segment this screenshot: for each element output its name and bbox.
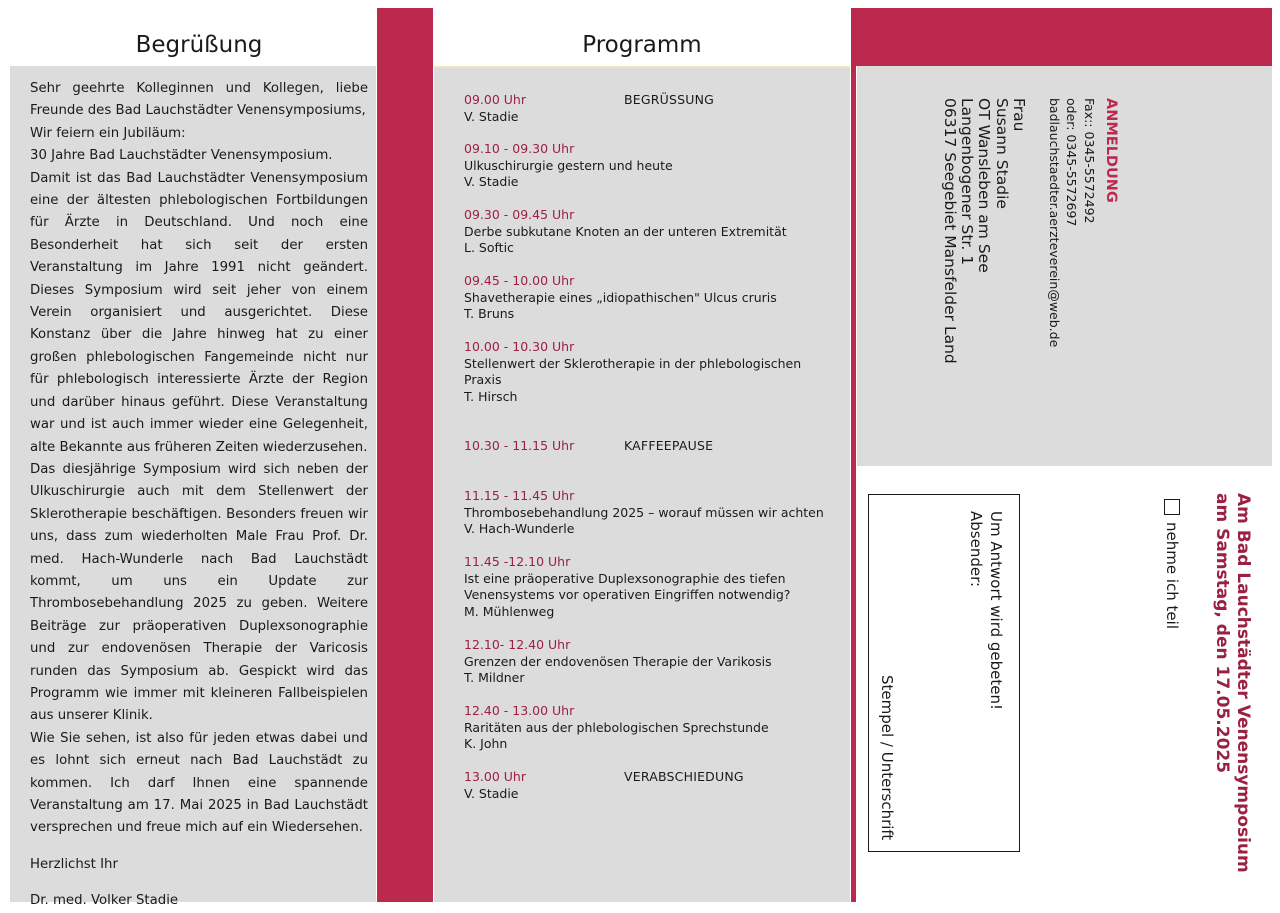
- address-line: Frau: [1010, 98, 1028, 132]
- program-item: [464, 488, 844, 538]
- program-time: 09.00 Uhr: [464, 92, 526, 107]
- program-line: V. Hach-Wunderle: [464, 521, 575, 536]
- program-tag: BEGRÜSSUNG: [624, 92, 715, 107]
- sender-box[interactable]: [868, 494, 1020, 852]
- address-line: Langenbogener Str. 1: [958, 98, 977, 266]
- program-time: 13.00 Uhr: [464, 769, 526, 784]
- program-item: [464, 637, 844, 687]
- program-tag: KAFFEEPAUSE: [624, 438, 714, 453]
- welcome-paragraph: Wir feiern ein Jubiläum:: [30, 125, 186, 141]
- checkbox-label: nehme ich teil: [1163, 522, 1181, 629]
- program-line: M. Mühlenweg: [464, 603, 555, 619]
- program-line: Grenzen der endovenösen Therapie der Varikosis: [464, 653, 772, 669]
- welcome-signature: Dr. med. Volker Stadie: [30, 893, 179, 909]
- address-line: 06317 Seegebiet Mansfelder Land: [940, 98, 959, 364]
- program-time: 11.45 -12.10 Uhr: [464, 554, 571, 569]
- program-time: 09.30 - 09.45 Uhr: [464, 207, 575, 222]
- welcome-paragraph: Das diesjährige Symposium wird sich neben der Ulkuschirurgie auch mit dem Stellenwert der Sklerotherapie beschäftigen. Besonders freuen wir uns, dass zum wiederholten Male Frau Prof. Dr. med. Hach-Wunderle nach Bad Lauchstädt kommt, um uns ein Update zur Thrombosebehandlung 2025 zu geben. Weitere Beiträge zur präoperativen Duplexsonographie und zur endovenösen Therapie der Varicosis runden das Symposium ab. Gespickt wird das Programm wie immer mit kleineren Fallbeispielen aus unserer Klinik.: [30, 461, 368, 724]
- program-line: T. Hirsch: [464, 388, 518, 404]
- program-line: Venensystems vor operativen Eingriffen notwendig?: [464, 587, 791, 602]
- email-address[interactable]: badlauchstaedter.aerzteverein@web.de: [1047, 98, 1062, 348]
- program-time: 09.45 - 10.00 Uhr: [464, 273, 575, 288]
- program-item: [464, 92, 844, 125]
- program-line: Raritäten aus der phlebologischen Sprechstunde: [464, 719, 769, 735]
- stamp-text-block: [877, 675, 897, 840]
- sender-label: Absender:: [967, 511, 985, 588]
- program-item: [464, 703, 844, 753]
- program-time: 11.15 - 11.45 Uhr: [464, 488, 575, 503]
- program-heading: Programm: [582, 32, 702, 58]
- program-time: 10.30 - 11.15 Uhr: [464, 438, 575, 453]
- anmeldung-title: ANMELDUNG: [1103, 98, 1119, 203]
- program-line: Ulkuschirurgie gestern und heute: [464, 157, 673, 173]
- program-line: Stellenwert der Sklerotherapie in der phlebologischen: [464, 355, 802, 371]
- checkbox-label-block: [1162, 522, 1182, 629]
- program-item: [464, 141, 844, 191]
- accent-band-right: [851, 8, 856, 902]
- event-title-line: am Samstag, den 17.05.2025: [1212, 493, 1232, 774]
- program-line: Ist eine präoperative Duplexsonographie des tiefen: [464, 570, 786, 586]
- address-line: OT Wansleben am See: [975, 98, 994, 273]
- program-item: [464, 273, 844, 323]
- welcome-paragraph: Wie Sie sehen, ist also für jeden etwas dabei und es lohnt sich erneut nach Bad Lauchstädt zu kommen. Ich darf Ihnen eine spannende Veranstaltung am 17. Mai 2025 in Bad Lauchstädt versprechen und freue mich auf ein Wiedersehen.: [30, 730, 368, 836]
- program-tag: VERABSCHIEDUNG: [624, 769, 744, 784]
- program-line: V. Stadie: [464, 108, 519, 124]
- program-line: T. Bruns: [464, 306, 515, 321]
- program-time: 10.00 - 10.30 Uhr: [464, 339, 575, 354]
- event-title-block: [1211, 493, 1253, 873]
- welcome-panel: [10, 66, 376, 909]
- program-time: 12.40 - 13.00 Uhr: [464, 703, 575, 718]
- program-item: [464, 769, 844, 802]
- program-line: Praxis: [464, 372, 502, 387]
- phone-number: oder: 0345-5572697: [1064, 98, 1080, 227]
- program-item: [464, 207, 844, 257]
- program-panel: [434, 66, 850, 902]
- welcome-text: [30, 78, 368, 913]
- program-item: [464, 554, 844, 620]
- program-time: 12.10- 12.40 Uhr: [464, 637, 571, 652]
- participation-checkbox[interactable]: [1164, 499, 1180, 515]
- contact-block: [1046, 98, 1121, 347]
- event-title-line: Am Bad Lauchstädter Venensymposium: [1233, 493, 1253, 873]
- program-item: [464, 339, 844, 405]
- program-line: V. Stadie: [464, 785, 519, 801]
- program-line: L. Softic: [464, 240, 514, 255]
- program-line: Shavetherapie eines „idiopathischen" Ulcus cruris: [464, 289, 777, 305]
- accent-band-left: [377, 8, 433, 902]
- program-line: T. Mildner: [464, 670, 525, 685]
- welcome-closing: Herzlichst Ihr: [30, 856, 118, 872]
- program-time: 09.10 - 09.30 Uhr: [464, 141, 575, 156]
- welcome-paragraph: 30 Jahre Bad Lauchstädter Venensymposium.: [30, 148, 333, 164]
- accent-band-top: [851, 8, 1272, 66]
- welcome-heading: Begrüßung: [135, 32, 263, 58]
- program-line: Derbe subkutane Knoten an der unteren Extremität: [464, 223, 787, 239]
- program-line: K. John: [464, 736, 508, 751]
- welcome-paragraph: Damit ist das Bad Lauchstädter Venensymposium eine der ältesten phlebologischen Fortbildungen für Ärzte in Deutschland. Und noch eine Besonderheit hat sich seit der ersten Veranstaltung im Jahre 1991 nicht geändert. Dieses Symposium wird seit jeher von einem Verein organisiert und ausgerichtet. Diese Konstanz über die Jahre hinweg hat zu einer großen phlebologischen Fangemeinde nicht nur für phlebologisch interessierte Ärzte der Region und darüber hinaus geführt. Diese Veranstaltung war und ist auch immer wieder eine Gelegenheit, alte Bekannte aus früheren Zeiten wiederzusehen.: [30, 170, 368, 455]
- welcome-paragraph: Sehr geehrte Kolleginnen und Kollegen, liebe Freunde des Bad Lauchstädter Venensymposiums,: [30, 81, 368, 119]
- answer-requested-text: Um Antwort wird gebeten!: [987, 511, 1005, 711]
- fax-number: Fax:: 0345-5572492: [1082, 98, 1097, 224]
- anmeldung-panel: [857, 66, 1272, 466]
- program-line: V. Stadie: [464, 174, 519, 189]
- program-line: Thrombosebehandlung 2025 – worauf müssen wir achten: [464, 504, 824, 520]
- address-block: [941, 98, 1027, 364]
- address-line: Susann Stadie: [992, 98, 1011, 209]
- stamp-signature-label: Stempel / Unterschrift: [878, 675, 896, 841]
- program-item: [464, 438, 844, 455]
- sender-text-block: [966, 511, 1006, 710]
